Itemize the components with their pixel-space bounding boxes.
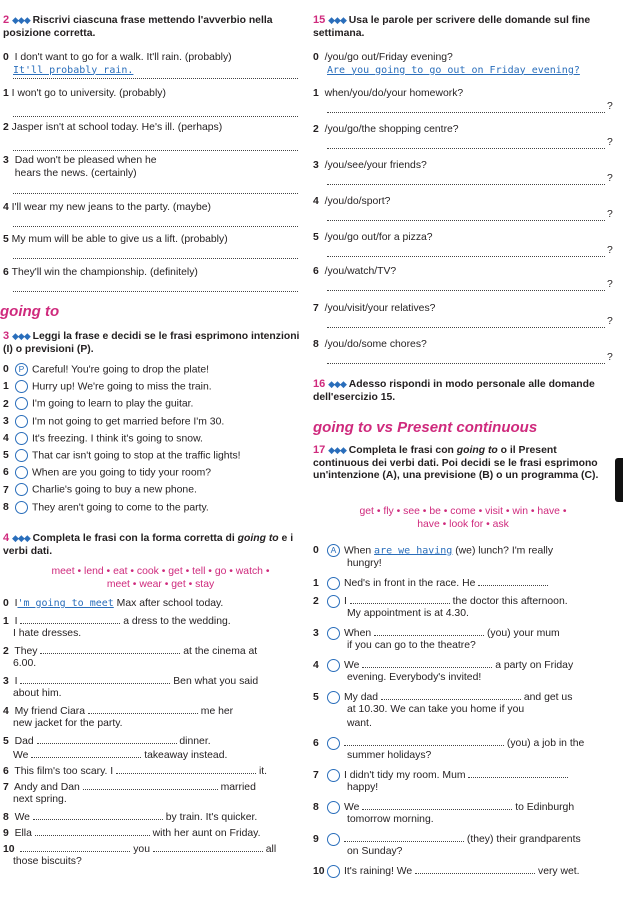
ex2-item: 3 Dad won't be pleased when he hears the news. (certainly)	[3, 155, 303, 180]
ex3-item: 3 I'm not going to get married before I'm 30.	[3, 415, 225, 427]
answer-line[interactable]	[33, 810, 163, 820]
answer-circle[interactable]	[15, 483, 28, 496]
answer-circle[interactable]: A	[327, 544, 340, 557]
ex15-item: 5 /you/go out/for a pizza? ?	[313, 232, 613, 256]
answer-line[interactable]	[13, 258, 298, 259]
difficulty-dots-icon: ◆◆◆	[328, 379, 346, 389]
answer-circle[interactable]	[327, 769, 340, 782]
right-column	[313, 0, 613, 902]
ex4-item: 9 Ella with her aunt on Friday.	[3, 828, 261, 839]
answer-circle[interactable]	[15, 397, 28, 410]
answer-line[interactable]	[20, 614, 120, 624]
answer-line[interactable]	[83, 780, 218, 790]
left-column	[0, 0, 305, 902]
answer-line[interactable]	[350, 594, 450, 604]
ex4-item: 10 you all	[3, 844, 277, 855]
ex4-item: 8 We by train. It's quicker.	[3, 812, 258, 823]
answer-line[interactable]	[13, 150, 298, 151]
ex4-item: 3 I Ben what you said	[3, 676, 259, 687]
answer-line[interactable]	[88, 704, 198, 714]
answer-circle[interactable]	[15, 380, 28, 393]
ex4-item: 1 I a dress to the wedding.	[3, 616, 231, 627]
answer-line[interactable]	[327, 363, 605, 364]
ex2-item: 2 Jasper isn't at school today. He's ill. (perhaps)	[3, 122, 303, 135]
ex15-item: 7 /you/visit/your relatives? ?	[313, 303, 613, 327]
answer-circle[interactable]	[327, 865, 340, 878]
ex16-header: 16 ◆◆◆ Adesso rispondi in modo personale alle domande dell'esercizio 15.	[313, 378, 595, 403]
ex2-title: Riscrivi ciascuna frase mettendo l'avverbio nella posizione corretta.	[3, 15, 273, 39]
ex15-item: 4 /you/do/sport? ?	[313, 196, 613, 220]
answer-line[interactable]	[13, 116, 298, 117]
ex3-item: 1 Hurry up! We're going to miss the train.	[3, 381, 212, 393]
ex17-item: 10 It's raining! We very wet.	[313, 866, 580, 877]
answer-circle[interactable]	[327, 691, 340, 704]
answer-circle[interactable]	[327, 737, 340, 750]
ex4-item: 2 They at the cinema at	[3, 646, 258, 657]
answer-line[interactable]	[327, 184, 605, 185]
ex3-item: 8 They aren't going to come to the party.	[3, 501, 209, 513]
answer-circle[interactable]	[327, 595, 340, 608]
ex15-header: 15 ◆◆◆ Usa le parole per scrivere delle domande sul fine settimana.	[313, 14, 591, 39]
ex3-item: 2 I'm going to learn to play the guitar.	[3, 398, 194, 410]
ex3-item: 4 It's freezing. I think it's going to snow.	[3, 433, 203, 444]
answer-line[interactable]	[327, 220, 605, 221]
ex17-item: 2 I the doctor this afternoon.	[313, 596, 568, 607]
answer-line[interactable]	[20, 842, 130, 852]
answer-line[interactable]	[35, 826, 150, 836]
difficulty-dots-icon: ◆◆◆	[328, 15, 346, 25]
answer-text: Are you going to go out on Friday evening?	[327, 64, 580, 76]
answer-line[interactable]	[327, 256, 605, 257]
ex17-item: 0 A When are we having (we) lunch? I'm really	[313, 545, 554, 557]
ex3-item: 6 When are you going to tidy your room?	[3, 467, 212, 479]
answer-circle[interactable]	[15, 466, 28, 479]
ex3-item: 5 That car isn't going to stop at the traffic lights!	[3, 450, 241, 462]
ex17-item: 6 (you) a job in the	[313, 738, 585, 749]
ex3-item: 0 P Careful! You're going to drop the plate!	[3, 364, 210, 376]
answer-line[interactable]	[13, 291, 298, 292]
answer-line[interactable]	[362, 658, 492, 668]
answer-line[interactable]	[40, 644, 180, 654]
answer-line[interactable]	[374, 626, 484, 636]
answer-line[interactable]	[31, 748, 141, 758]
ex3-list	[3, 363, 303, 518]
answer-line[interactable]	[13, 226, 298, 227]
ex17-item: 5 My dad and get us	[313, 692, 573, 703]
ex3-header: 3 ◆◆◆ Leggi la frase e decidi se le frasi esprimono intenzioni (I) o previsioni (P).	[3, 330, 300, 355]
page-edge-tab	[615, 458, 623, 502]
answer-text: 'm going to meet	[17, 598, 114, 609]
answer-line[interactable]	[381, 690, 521, 700]
ex15-item: 8 /you/do/some chores? ?	[313, 339, 613, 363]
ex17-item: 1 Ned's in front in the race. He	[313, 576, 613, 594]
difficulty-dots-icon: ◆◆◆	[12, 331, 30, 341]
answer-line[interactable]	[37, 734, 177, 744]
answer-line[interactable]	[327, 327, 605, 328]
ex4-item: 5 Dad dinner.	[3, 736, 211, 747]
ex17-header: 17 ◆◆◆ Completa le frasi con going to o il Present continuous dei verbi dati. Poi decidi se le frasi esprimono un'intenzione (A), una previsione (B) o un programma (C).	[313, 444, 599, 482]
answer-circle[interactable]	[327, 801, 340, 814]
ex2-item: 1 I won't go to university. (probably)	[3, 88, 303, 101]
ex4-list: 0 I'm going to meet Max after school today. 1 I a dress to the wedding. I hate dresses. 2 They at the cinema at 6.00. 3 I Ben what you said about him. 4 My friend Ciara me her new jacket for the party. 5 Dad dinner. We takeaway instead. 6 This film's too scary. I it. 7 Andy and Dan married next spring. 8 We by train. It's quicker. 9 Ella with her aunt on Friday. 10 you all those biscuits?	[3, 598, 303, 870]
answer-circle[interactable]	[15, 415, 28, 428]
ex2-header	[3, 14, 303, 40]
ex15-item: 1 when/you/do/your homework? ?	[313, 88, 613, 112]
answer-line[interactable]	[20, 674, 170, 684]
answer-line[interactable]	[327, 290, 605, 291]
ex2-item: 6 They'll win the championship. (definitely)	[3, 267, 303, 280]
ex2-number: 2	[3, 14, 10, 26]
ex17-item: 7 I didn't tidy my room. Mum	[313, 768, 613, 782]
ex17-item: 4 We a party on Friday	[313, 660, 574, 671]
ex4-item: 7 Andy and Dan married	[3, 782, 256, 793]
ex15-item: 0 /you/go out/Friday evening? Are you going to go out on Friday evening?	[313, 52, 580, 76]
answer-circle[interactable]	[15, 501, 28, 514]
ex15-item: 3 /you/see/your friends? ?	[313, 160, 613, 184]
difficulty-dots-icon: ◆◆◆	[12, 533, 30, 543]
section-heading-present-continuous: going to vs Present continuous	[313, 419, 538, 436]
answer-line[interactable]	[415, 864, 535, 874]
ex17-list: 0 A When are we having (we) lunch? I'm really hungry! 1 Ned's in front in the race. He 2 I the doctor this afternoon. My appointment is at 4.30. 3 When (you) your mum if you can go to the theatre? 4 We a party on Friday evening. Everybody's invited! 5 My dad and get us at 10.30. We can take you home if you want. 6 (you) a job in the summer holidays? 7 I didn't tidy my room. Mum happy! 8 We to Edinburgh tomorrow morning. 9 (they) their grandparents on Sunday? 10 It's raining! We very wet.	[313, 544, 613, 878]
answer-circle[interactable]	[327, 627, 340, 640]
answer-circle[interactable]	[327, 659, 340, 672]
word-box: meet • lend • eat • cook • get • tell • go • watch • meet • wear • get • stay	[51, 566, 270, 590]
answer-line[interactable]	[116, 764, 256, 774]
ex3-item: 7 Charlie's going to buy a new phone.	[3, 484, 197, 496]
answer-line[interactable]	[13, 193, 298, 194]
ex15-item: 2 /you/go/the shopping centre? ?	[313, 124, 613, 148]
ex17-item: 3 When (you) your mum	[313, 628, 560, 639]
section-heading-going-to: going to	[0, 303, 60, 320]
answer-text: It'll probably rain.	[13, 64, 134, 76]
difficulty-dots-icon: ◆◆◆	[328, 445, 346, 455]
answer-line[interactable]	[478, 576, 548, 586]
ex4-item: 4 My friend Ciara me her	[3, 706, 234, 717]
answer-line[interactable]	[327, 112, 605, 113]
answer-circle[interactable]	[327, 833, 340, 846]
ex4-header: 4 ◆◆◆ Completa le frasi con la forma corretta di going to e i verbi dati.	[3, 532, 294, 557]
ex2-item: 4 I'll wear my new jeans to the party. (maybe)	[3, 202, 303, 215]
ex15-item: 6 /you/watch/TV? ?	[313, 266, 613, 290]
answer-line[interactable]	[344, 736, 504, 746]
ex2-item: 5 My mum will be able to give us a lift. (probably)	[3, 234, 303, 247]
ex17-item: 9 (they) their grandparents	[313, 834, 581, 845]
answer-circle[interactable]	[15, 432, 28, 445]
answer-text: are we having	[374, 545, 453, 557]
answer-circle[interactable]: P	[15, 363, 28, 376]
answer-line[interactable]	[468, 768, 568, 778]
ex2-item: 0 I don't want to go for a walk. It'll rain. (probably) It'll probably rain.	[3, 52, 303, 77]
answer-line[interactable]	[344, 832, 464, 842]
word-box: get • fly • see • be • come • visit • win • have • have • look for • ask	[359, 506, 567, 530]
answer-line[interactable]	[327, 148, 605, 149]
ex17-item: 8 We to Edinburgh	[313, 802, 575, 813]
ex4-item: 0 I'm going to meet Max after school today.	[3, 598, 224, 609]
answer-circle[interactable]	[327, 577, 340, 590]
answer-circle[interactable]	[15, 449, 28, 462]
ex4-item: 6 This film's too scary. I it.	[3, 766, 268, 777]
difficulty-dots-icon: ◆◆◆	[12, 15, 30, 25]
answer-line[interactable]	[362, 800, 512, 810]
answer-line[interactable]	[153, 842, 263, 852]
